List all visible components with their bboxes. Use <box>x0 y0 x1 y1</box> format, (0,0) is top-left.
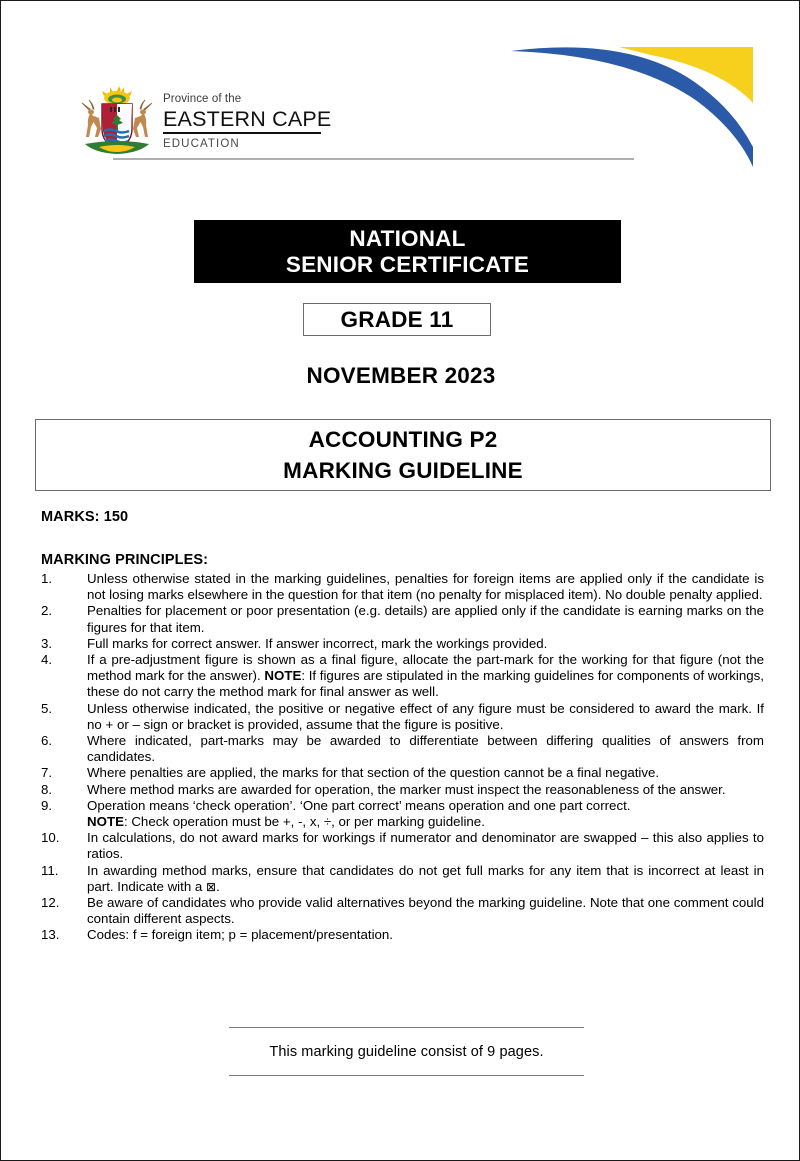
list-item-text-part1: In awarding method marks, ensure that candidates do not get full marks for any item that is incorrect at least in part. Indicate with a <box>87 862 764 894</box>
brand-department: EDUCATION <box>163 138 240 150</box>
list-item-text-part1: Operation means ‘check operation’. ‘One part correct’ means operation and one part correct. <box>87 797 631 813</box>
list-item-text <box>87 863 764 895</box>
list-item <box>41 701 764 733</box>
list-item-number: 2. <box>41 603 53 619</box>
list-item-number: 4. <box>41 652 53 668</box>
list-item-text: Unless otherwise indicated, the positive or negative effect of any figure must be considered to award the mark. If no + or – sign or bracket is provided, assume that the figure is positive. <box>87 700 764 732</box>
certificate-title-line1: NATIONAL <box>349 225 466 251</box>
list-item <box>41 571 764 603</box>
exam-date: NOVEMBER 2023 <box>306 363 496 388</box>
list-item-number: 1. <box>41 571 53 586</box>
brand-name: EASTERN CAPE <box>163 107 332 131</box>
list-item-text: Penalties for placement or poor presentation (e.g. details) are applied only if the candidate is earning marks on the figures for that item. <box>87 603 764 635</box>
brand-underline <box>163 132 321 134</box>
note-text: : Check operation must be +, -, x, ÷, or per marking guideline. <box>123 814 485 830</box>
footer-bottom-rule <box>229 1075 584 1076</box>
list-item-text-part2: . <box>216 878 220 894</box>
list-item-number: 10. <box>41 830 60 846</box>
grade-box <box>303 303 491 336</box>
subject-title-line2: MARKING GUIDELINE <box>283 458 523 483</box>
note-line <box>87 814 764 830</box>
blue-yellow-swoosh-icon <box>501 29 781 169</box>
list-item-text-part1: If a pre-adjustment figure is shown as a final figure, allocate the part-mark for the working for that figure (not the method mark for the answer). <box>87 652 764 684</box>
marking-principles-list <box>41 571 764 944</box>
list-item <box>41 798 764 830</box>
list-item-number: 6. <box>41 733 53 749</box>
list-item-text: Full marks for correct answer. If answer incorrect, mark the workings provided. <box>87 635 548 651</box>
page-footer <box>229 1027 584 1076</box>
certificate-title-banner <box>194 220 621 283</box>
list-item <box>41 733 764 765</box>
list-item-number: 8. <box>41 781 53 797</box>
marking-principles-heading: MARKING PRINCIPLES: <box>41 552 209 568</box>
header-divider <box>113 158 634 160</box>
list-item-number: 5. <box>41 700 53 716</box>
list-item-number: 7. <box>41 765 53 781</box>
list-item-text-part2: : If figures are stipulated in the marking guidelines for components of workings, these do not carry the method mark for final answer as well. <box>87 668 765 700</box>
list-item-text: Unless otherwise stated in the marking guidelines, penalties for foreign items are applied only if the candidate is not losing marks elsewhere in the question for that item (no penalty for misplaced item). No double penalty applied. <box>87 571 764 603</box>
list-item-text: Be aware of candidates who provide valid alternatives beyond the marking guideline. Note that one comment could contain different aspects. <box>87 895 764 927</box>
list-item-number: 11. <box>41 862 59 878</box>
page-header <box>1 1 800 176</box>
grade-label: GRADE 11 <box>340 306 454 332</box>
boxed-x-icon: ⊠ <box>206 879 217 894</box>
list-item <box>41 636 764 652</box>
list-item <box>41 895 764 927</box>
list-item <box>41 652 764 701</box>
list-item-text: Where indicated, part-marks may be awarded to differentiate between differing qualities of answers from candidates. <box>87 733 764 765</box>
list-item <box>41 603 764 635</box>
list-item-text <box>87 652 764 701</box>
total-marks-label: MARKS: 150 <box>41 509 129 525</box>
brand-province-line: Province of the <box>163 93 242 105</box>
list-item-number: 13. <box>41 927 60 943</box>
list-item <box>41 782 764 798</box>
note-label: NOTE <box>87 814 124 830</box>
subject-title-box <box>35 419 771 491</box>
note-label: NOTE <box>264 668 302 684</box>
list-item <box>41 863 764 895</box>
list-item-number: 3. <box>41 635 53 651</box>
list-item-text: In calculations, do not award marks for workings if numerator and denominator are swapped – this also applies to ratios. <box>87 830 764 862</box>
page-count-note: This marking guideline consist of 9 pages. <box>269 1044 544 1060</box>
certificate-title-line2: SENIOR CERTIFICATE <box>285 251 530 277</box>
eastern-cape-coat-of-arms-icon <box>69 85 165 157</box>
list-item <box>41 765 764 781</box>
brand-wordmark <box>163 93 343 151</box>
list-item <box>41 927 764 943</box>
list-item-number: 12. <box>41 895 60 911</box>
list-item-number: 9. <box>41 797 53 813</box>
list-item-text <box>87 798 764 830</box>
list-item-text: Where method marks are awarded for operation, the marker must inspect the reasonableness of the answer. <box>87 781 726 797</box>
list-item <box>41 830 764 862</box>
list-item-text: Codes: f = foreign item; p = placement/presentation. <box>87 927 394 943</box>
list-item-text: Where penalties are applied, the marks for that section of the question cannot be a final negative. <box>87 765 660 781</box>
subject-title-line1: ACCOUNTING P2 <box>308 427 498 452</box>
